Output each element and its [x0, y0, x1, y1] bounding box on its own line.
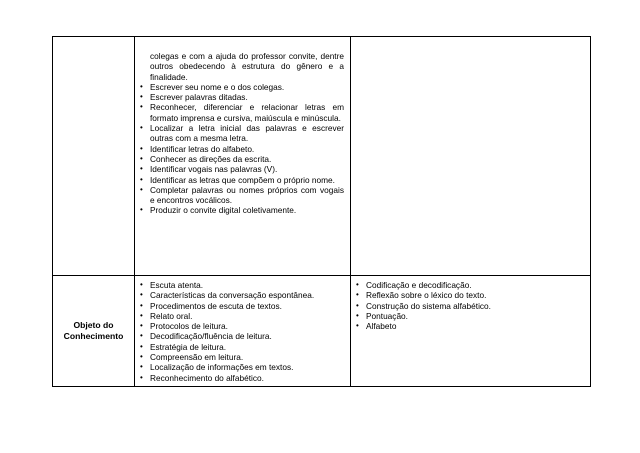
list-item: • Características da conversação espontânea. [135, 290, 346, 300]
row1-label-cell [53, 37, 135, 276]
list-item: • Codificação e decodificação. [351, 280, 586, 290]
row2-label-cell [53, 276, 135, 387]
list-item: • Compreensão em leitura. [135, 352, 346, 362]
curriculum-table [52, 36, 591, 387]
skills-list [135, 51, 344, 216]
list-item: • Reconhecer, diferenciar e relacionar letras em formato imprensa e cursiva, maiúscula e minúscula. [135, 102, 344, 123]
row1-empty-cell [351, 37, 591, 276]
knowledge-list-left [135, 280, 346, 383]
row-label-line1: Objeto do [73, 320, 114, 330]
list-item: • Identificar vogais nas palavras (V). [135, 164, 344, 174]
list-item: • Protocolos de leitura. [135, 321, 346, 331]
list-item: • Produzir o convite digital coletivamente. [135, 205, 344, 215]
skills-continuation: colegas e com a ajuda do professor convite, dentre outros obedecendo à estrutura do gênero e a finalidade. [150, 51, 344, 82]
list-item: • Reflexão sobre o léxico do texto. [351, 290, 586, 300]
list-item: • Decodificação/fluência de leitura. [135, 331, 346, 341]
list-item: • Escrever palavras ditadas. [135, 92, 344, 102]
list-item: • Conhecer as direções da escrita. [135, 154, 344, 164]
list-item: • Procedimentos de escuta de textos. [135, 301, 346, 311]
list-item: • Identificar letras do alfabeto. [135, 144, 344, 154]
list-item: • Estratégia de leitura. [135, 342, 346, 352]
list-item: • Identificar as letras que compõem o próprio nome. [135, 175, 344, 185]
table-row-skills [53, 37, 591, 276]
table-row-knowledge [53, 276, 591, 387]
row2-col2-cell [135, 276, 351, 387]
row-label-line2: Conhecimento [63, 331, 124, 341]
knowledge-list-right [351, 280, 586, 331]
list-item: • Localizar a letra inicial das palavras e escrever outras com a mesma letra. [135, 123, 344, 144]
list-item: • Reconhecimento do alfabético. [135, 373, 346, 383]
list-item: • Relato oral. [135, 311, 346, 321]
list-item: • Construção do sistema alfabético. [351, 301, 586, 311]
row2-col3-cell [351, 276, 591, 387]
list-item: • Pontuação. [351, 311, 586, 321]
row1-skills-cell [135, 37, 351, 276]
list-item: • Localização de informações em textos. [135, 362, 346, 372]
list-item: • Escrever seu nome e o dos colegas. [135, 82, 344, 92]
list-item: • Completar palavras ou nomes próprios com vogais e encontros vocálicos. [135, 185, 344, 206]
list-item: • Alfabeto [351, 321, 586, 331]
list-item: • Escuta atenta. [135, 280, 346, 290]
